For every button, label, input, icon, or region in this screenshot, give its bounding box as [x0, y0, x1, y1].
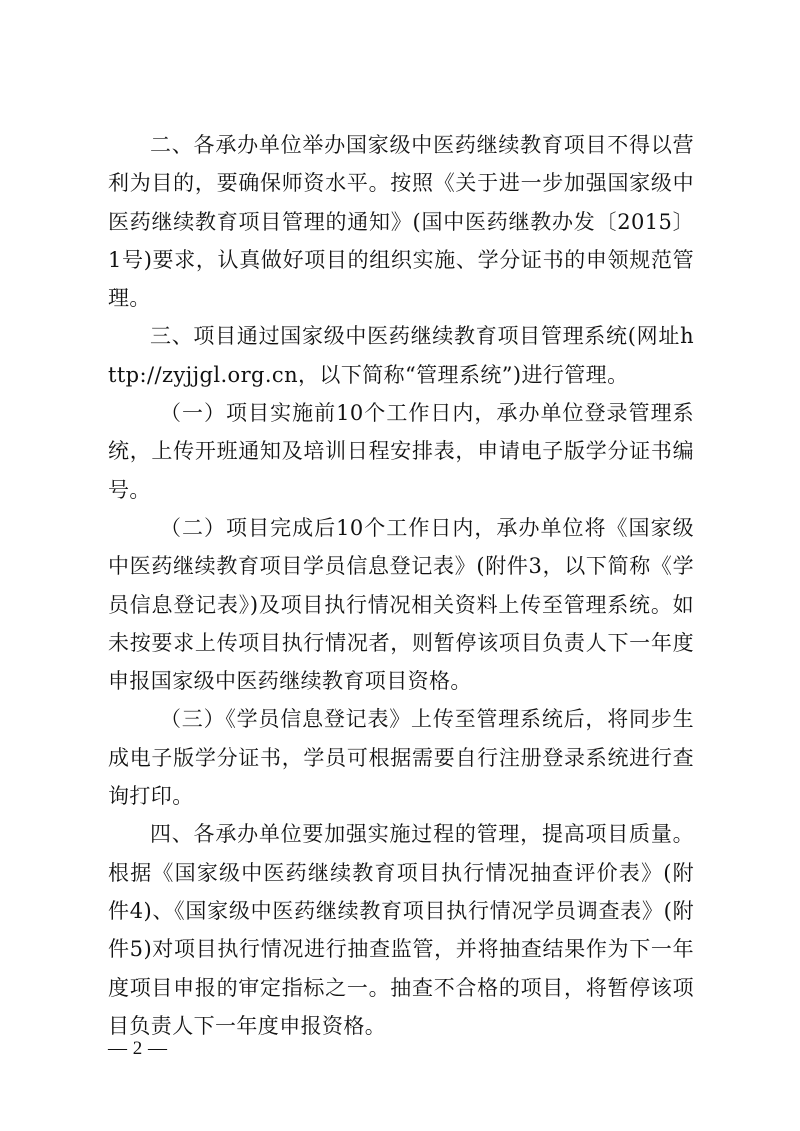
paragraph-sub-2: （二）项目完成后10个工作日内，承办单位将《国家级中医药继续教育项目学员信息登记表》(附件3，以下简称《学员信息登记表》)及项目执行情况相关资料上传至管理系统。如未按要求上传项目执行情况者，则暂停该项目负责人下一年度申报国家级中医药继续教育项目资格。 [108, 515, 694, 694]
paragraph-sub-3: （三）《学员信息登记表》上传至管理系统后，将同步生成电子版学分证书，学员可根据需要自行注册登录系统进行查询打印。 [108, 707, 694, 809]
paragraph-item-4: 四、各承办单位要加强实施过程的管理，提高项目质量。根据《国家级中医药继续教育项目执行情况抽查评价表》(附件4)、《国家级中医药继续教育项目执行情况学员调查表》(附件5)对项目执行情况进行抽查监管，并将抽查结果作为下一年度项目申报的审定指标之一。抽查不合格的项目，将暂停该项目负责人下一年度申报资格。 [108, 822, 694, 1038]
paragraph-sub-1: （一）项目实施前10个工作日内，承办单位登录管理系统，上传开班通知及培训日程安排表，申请电子版学分证书编号。 [108, 401, 694, 502]
page-number: — 2 — [108, 1038, 168, 1059]
paragraph-item-3: 三、项目通过国家级中医药继续教育项目管理系统(网址http://zyjjgl.org.cn，以下简称“管理系统”)进行管理。 [108, 324, 694, 387]
document-body [108, 126, 694, 1045]
paragraph-item-2: 二、各承办单位举办国家级中医药继续教育项目不得以营利为目的，要确保师资水平。按照《关于进一步加强国家级中医药继续教育项目管理的通知》(国中医药继教办发〔2015〕1号)要求，认真做好项目的组织实施、学分证书的申领规范管理。 [108, 133, 694, 311]
